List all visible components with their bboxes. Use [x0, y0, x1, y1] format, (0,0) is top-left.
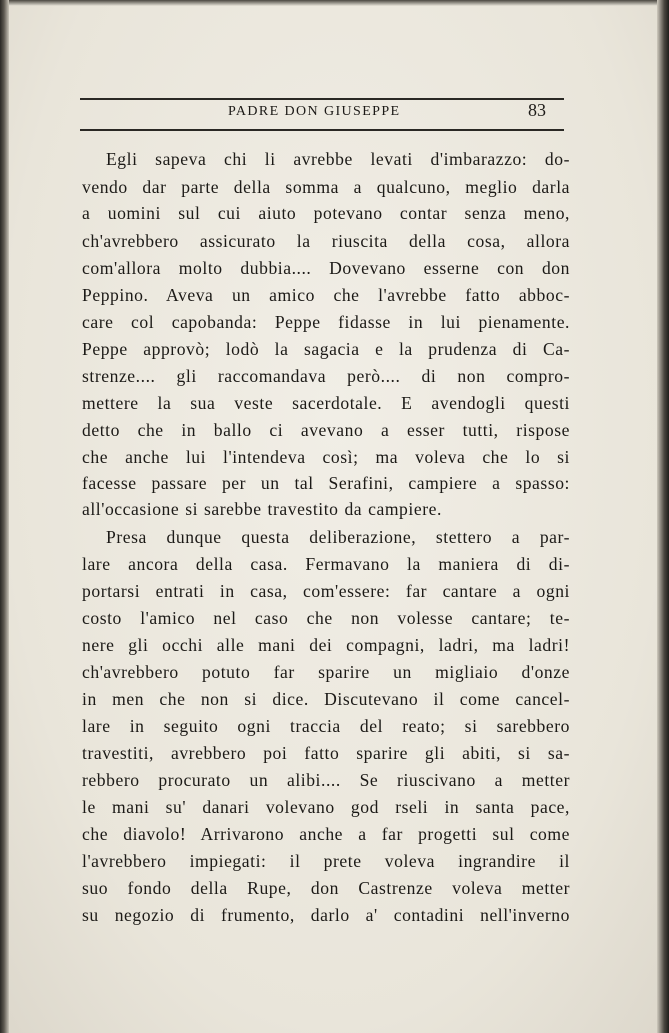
text-line: Egli sapeva chi li avrebbe levati d'imbarazzo: do- [106, 149, 570, 169]
text-line: care col capobanda: Peppe fidasse in lui pienamente. [82, 312, 570, 332]
text-line: su negozio di frumento, darlo a' contadini nell'inverno [82, 905, 570, 925]
text-line: portarsi entrati in casa, com'essere: far cantare a ogni [82, 581, 570, 601]
page-left-shadow [0, 0, 9, 1033]
text-line: Presa dunque questa deliberazione, stettero a par- [106, 527, 570, 547]
text-line: l'avrebbero impiegati: il prete voleva ingrandire il [82, 851, 570, 871]
text-line: che anche lui l'intendeva così; ma voleva che lo si [82, 447, 570, 467]
running-head: PADRE DON GIUSEPPE [228, 104, 401, 119]
text-line: le mani su' danari volevano god rseli in santa pace, [82, 797, 570, 817]
text-line: lare ancora della casa. Fermavano la maniera di di- [82, 554, 570, 574]
text-line: strenze.... gli raccomandava però.... di non compro- [82, 366, 570, 386]
header-rule-top [80, 98, 564, 100]
text-line: Peppino. Aveva un amico che l'avrebbe fatto abboc- [82, 285, 570, 305]
text-line: lare in seguito ogni traccia del reato; si sarebbero [82, 716, 570, 736]
text-line: suo fondo della Rupe, don Castrenze voleva metter [82, 878, 570, 898]
text-line: rebbero procurato un alibi.... Se riuscivano a metter [82, 770, 570, 790]
text-line: in men che non si dice. Discutevano il come cancel- [82, 689, 570, 709]
text-line: nere gli occhi alle mani dei compagni, ladri, ma ladri! [82, 635, 570, 655]
text-line: che diavolo! Arrivarono anche a far progetti sul come [82, 824, 570, 844]
text-line: detto che in ballo ci avevano a esser tutti, rispose [82, 420, 570, 440]
text-line: ch'avrebbero assicurato la riuscita della cosa, allora [82, 231, 570, 251]
text-line: all'occasione si sarebbe travestito da campiere. [82, 499, 442, 519]
header-rule-bottom [80, 129, 564, 131]
text-line: Peppe approvò; lodò la sagacia e la prudenza di Ca- [82, 339, 570, 359]
text-line: ch'avrebbero potuto far sparire un migliaio d'onze [82, 662, 570, 682]
page-right-shadow [657, 0, 669, 1033]
text-line: facesse passare per un tal Serafini, campiere a spasso: [82, 473, 570, 493]
text-line: travestiti, avrebbero poi fatto sparire gli abiti, si sa- [82, 743, 570, 763]
text-line: com'allora molto dubbia.... Dovevano esserne con don [82, 258, 570, 278]
text-line: vendo dar parte della somma a qualcuno, meglio darla [82, 177, 570, 197]
text-line: costo l'amico nel caso che non volesse cantare; te- [82, 608, 570, 628]
page-number: 83 [528, 100, 546, 120]
page-top-shadow [0, 0, 669, 6]
text-line: a uomini sul cui aiuto potevano contar senza meno, [82, 203, 570, 223]
text-line: mettere la sua veste sacerdotale. E avendogli questi [82, 393, 570, 413]
